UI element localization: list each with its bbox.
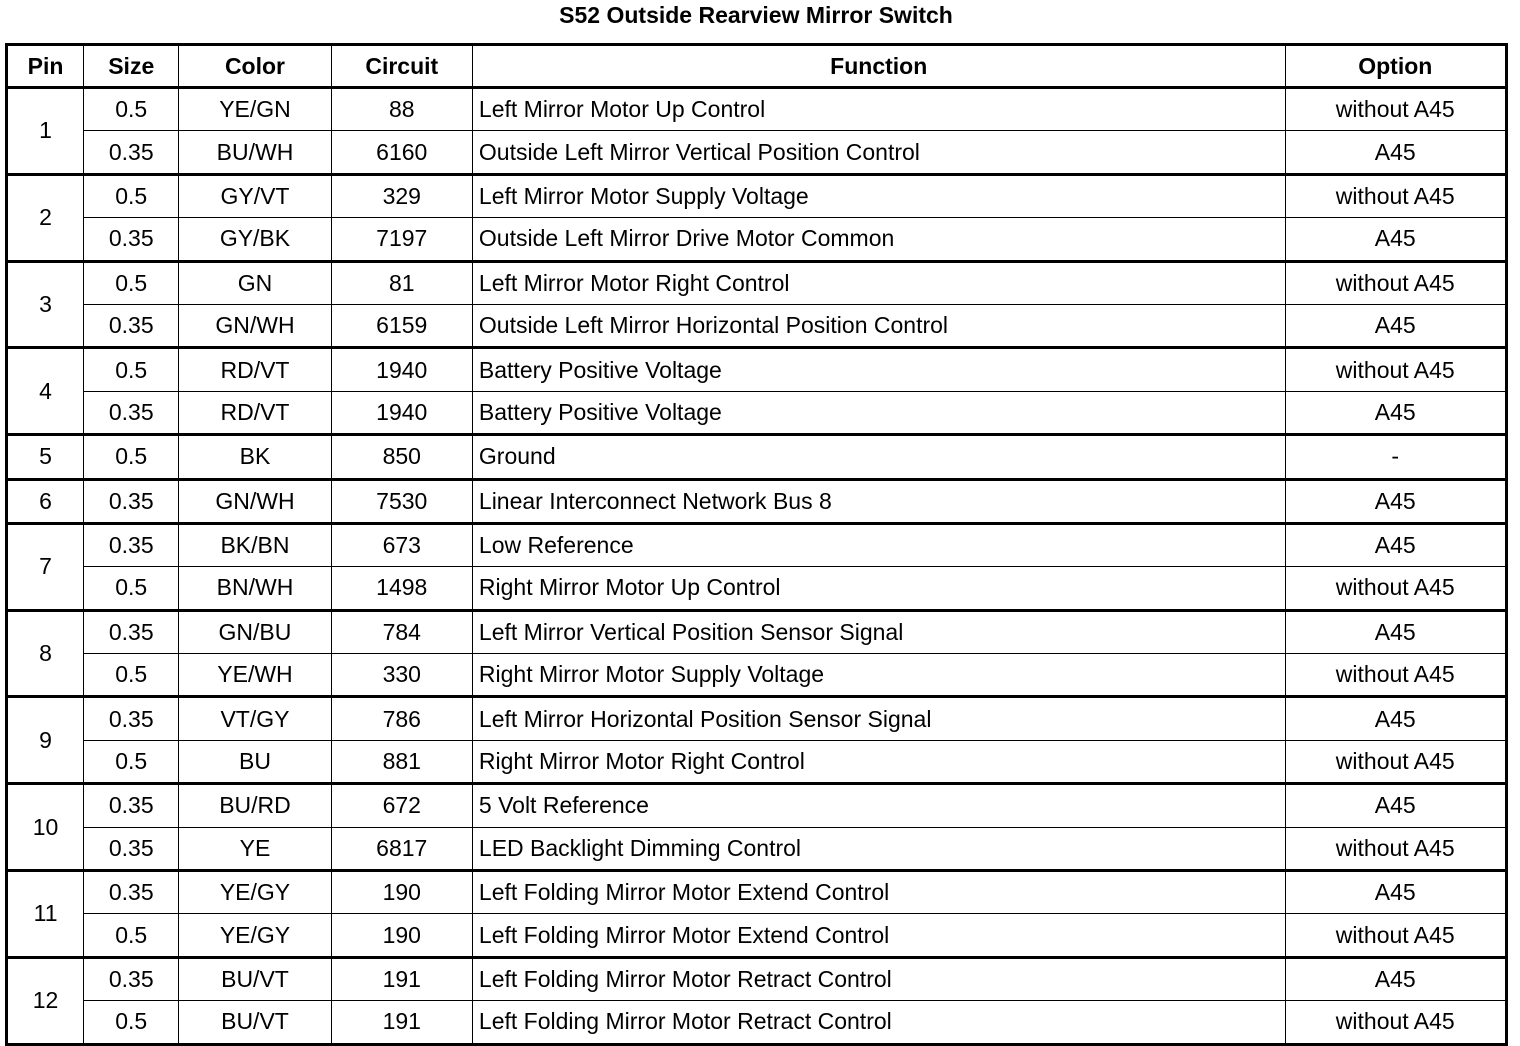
circuit-cell: 190 <box>331 871 472 914</box>
function-cell: Left Folding Mirror Motor Retract Control <box>472 1001 1285 1044</box>
color-cell: GN/BU <box>179 610 331 653</box>
header-color: Color <box>179 45 331 88</box>
table-row <box>7 610 1507 653</box>
color-cell: BN/WH <box>179 567 331 610</box>
option-cell: without A45 <box>1285 827 1506 870</box>
size-cell: 0.5 <box>84 1001 179 1044</box>
table-row <box>7 523 1507 566</box>
size-cell: 0.5 <box>84 567 179 610</box>
circuit-cell: 1498 <box>331 567 472 610</box>
option-cell: A45 <box>1285 871 1506 914</box>
color-cell: BK/BN <box>179 523 331 566</box>
function-cell: Left Mirror Motor Right Control <box>472 261 1285 304</box>
option-cell: without A45 <box>1285 261 1506 304</box>
table-row <box>7 654 1507 697</box>
header-circuit: Circuit <box>331 45 472 88</box>
size-cell: 0.35 <box>84 957 179 1000</box>
circuit-cell: 6160 <box>331 131 472 174</box>
circuit-cell: 329 <box>331 174 472 217</box>
circuit-cell: 7197 <box>331 218 472 261</box>
circuit-cell: 1940 <box>331 391 472 434</box>
color-cell: GN/WH <box>179 479 331 523</box>
size-cell: 0.35 <box>84 523 179 566</box>
table-row <box>7 567 1507 610</box>
size-cell: 0.35 <box>84 131 179 174</box>
color-cell: GN <box>179 261 331 304</box>
function-cell: Left Folding Mirror Motor Retract Control <box>472 957 1285 1000</box>
circuit-cell: 784 <box>331 610 472 653</box>
function-cell: Linear Interconnect Network Bus 8 <box>472 479 1285 523</box>
size-cell: 0.5 <box>84 740 179 783</box>
function-cell: Battery Positive Voltage <box>472 348 1285 391</box>
option-cell: without A45 <box>1285 914 1506 957</box>
table-row <box>7 479 1507 523</box>
circuit-cell: 191 <box>331 957 472 1000</box>
option-cell: A45 <box>1285 131 1506 174</box>
table-row <box>7 261 1507 304</box>
table-row <box>7 827 1507 870</box>
size-cell: 0.5 <box>84 435 179 479</box>
option-cell: without A45 <box>1285 88 1506 131</box>
option-cell: A45 <box>1285 304 1506 347</box>
option-cell: without A45 <box>1285 567 1506 610</box>
circuit-cell: 190 <box>331 914 472 957</box>
color-cell: GN/WH <box>179 304 331 347</box>
option-cell: without A45 <box>1285 174 1506 217</box>
table-row <box>7 88 1507 131</box>
function-cell: Left Mirror Motor Supply Voltage <box>472 174 1285 217</box>
color-cell: YE <box>179 827 331 870</box>
function-cell: Left Mirror Vertical Position Sensor Signal <box>472 610 1285 653</box>
circuit-cell: 81 <box>331 261 472 304</box>
option-cell: without A45 <box>1285 1001 1506 1044</box>
option-cell: A45 <box>1285 523 1506 566</box>
pin-cell: 12 <box>7 957 84 1044</box>
page-title: S52 Outside Rearview Mirror Switch <box>559 2 953 28</box>
table-row <box>7 348 1507 391</box>
circuit-cell: 330 <box>331 654 472 697</box>
circuit-cell: 88 <box>331 88 472 131</box>
circuit-cell: 672 <box>331 784 472 827</box>
circuit-cell: 6817 <box>331 827 472 870</box>
size-cell: 0.5 <box>84 174 179 217</box>
function-cell: Battery Positive Voltage <box>472 391 1285 434</box>
pin-cell: 1 <box>7 88 84 175</box>
function-cell: Outside Left Mirror Horizontal Position Control <box>472 304 1285 347</box>
circuit-cell: 881 <box>331 740 472 783</box>
pin-cell: 10 <box>7 784 84 871</box>
header-pin: Pin <box>7 45 84 88</box>
size-cell: 0.35 <box>84 479 179 523</box>
color-cell: RD/VT <box>179 391 331 434</box>
size-cell: 0.35 <box>84 304 179 347</box>
color-cell: BU/RD <box>179 784 331 827</box>
function-cell: Outside Left Mirror Vertical Position Control <box>472 131 1285 174</box>
header-size: Size <box>84 45 179 88</box>
table-row <box>7 740 1507 783</box>
option-cell: A45 <box>1285 784 1506 827</box>
pin-cell: 2 <box>7 174 84 261</box>
size-cell: 0.35 <box>84 610 179 653</box>
size-cell: 0.5 <box>84 88 179 131</box>
function-cell: Right Mirror Motor Right Control <box>472 740 1285 783</box>
size-cell: 0.35 <box>84 218 179 261</box>
function-cell: Low Reference <box>472 523 1285 566</box>
pin-cell: 8 <box>7 610 84 697</box>
function-cell: LED Backlight Dimming Control <box>472 827 1285 870</box>
color-cell: VT/GY <box>179 697 331 740</box>
header-option: Option <box>1285 45 1506 88</box>
function-cell: Left Mirror Horizontal Position Sensor Signal <box>472 697 1285 740</box>
circuit-cell: 786 <box>331 697 472 740</box>
table-row <box>7 697 1507 740</box>
size-cell: 0.35 <box>84 697 179 740</box>
pin-cell: 9 <box>7 697 84 784</box>
circuit-cell: 191 <box>331 1001 472 1044</box>
header-function: Function <box>472 45 1285 88</box>
circuit-cell: 7530 <box>331 479 472 523</box>
option-cell: without A45 <box>1285 348 1506 391</box>
pin-cell: 4 <box>7 348 84 435</box>
color-cell: YE/GN <box>179 88 331 131</box>
circuit-cell: 1940 <box>331 348 472 391</box>
color-cell: GY/BK <box>179 218 331 261</box>
function-cell: Ground <box>472 435 1285 479</box>
circuit-cell: 850 <box>331 435 472 479</box>
size-cell: 0.5 <box>84 261 179 304</box>
pinout-table <box>5 43 1508 1046</box>
option-cell: A45 <box>1285 391 1506 434</box>
color-cell: YE/GY <box>179 914 331 957</box>
header-row <box>7 45 1507 88</box>
size-cell: 0.35 <box>84 391 179 434</box>
color-cell: YE/GY <box>179 871 331 914</box>
pin-cell: 11 <box>7 871 84 958</box>
table-row <box>7 131 1507 174</box>
color-cell: GY/VT <box>179 174 331 217</box>
color-cell: RD/VT <box>179 348 331 391</box>
table-row <box>7 391 1507 434</box>
table-body <box>7 88 1507 1045</box>
pin-cell: 7 <box>7 523 84 610</box>
option-cell: A45 <box>1285 957 1506 1000</box>
color-cell: BU/VT <box>179 1001 331 1044</box>
table-row <box>7 914 1507 957</box>
size-cell: 0.35 <box>84 784 179 827</box>
option-cell: A45 <box>1285 697 1506 740</box>
color-cell: BK <box>179 435 331 479</box>
option-cell: - <box>1285 435 1506 479</box>
table-row <box>7 957 1507 1000</box>
function-cell: 5 Volt Reference <box>472 784 1285 827</box>
color-cell: BU <box>179 740 331 783</box>
pin-cell: 6 <box>7 479 84 523</box>
table-row <box>7 1001 1507 1044</box>
function-cell: Right Mirror Motor Up Control <box>472 567 1285 610</box>
option-cell: A45 <box>1285 479 1506 523</box>
option-cell: without A45 <box>1285 654 1506 697</box>
color-cell: YE/WH <box>179 654 331 697</box>
size-cell: 0.5 <box>84 654 179 697</box>
option-cell: A45 <box>1285 610 1506 653</box>
table-row <box>7 784 1507 827</box>
circuit-cell: 673 <box>331 523 472 566</box>
function-cell: Outside Left Mirror Drive Motor Common <box>472 218 1285 261</box>
table-row <box>7 218 1507 261</box>
size-cell: 0.5 <box>84 914 179 957</box>
pin-cell: 5 <box>7 435 84 479</box>
size-cell: 0.35 <box>84 827 179 870</box>
table-row <box>7 304 1507 347</box>
function-cell: Right Mirror Motor Supply Voltage <box>472 654 1285 697</box>
circuit-cell: 6159 <box>331 304 472 347</box>
function-cell: Left Folding Mirror Motor Extend Control <box>472 914 1285 957</box>
option-cell: A45 <box>1285 218 1506 261</box>
size-cell: 0.35 <box>84 871 179 914</box>
function-cell: Left Mirror Motor Up Control <box>472 88 1285 131</box>
table-row <box>7 871 1507 914</box>
color-cell: BU/VT <box>179 957 331 1000</box>
table-row <box>7 174 1507 217</box>
color-cell: BU/WH <box>179 131 331 174</box>
option-cell: without A45 <box>1285 740 1506 783</box>
table-row <box>7 435 1507 479</box>
pin-cell: 3 <box>7 261 84 348</box>
function-cell: Left Folding Mirror Motor Extend Control <box>472 871 1285 914</box>
size-cell: 0.5 <box>84 348 179 391</box>
